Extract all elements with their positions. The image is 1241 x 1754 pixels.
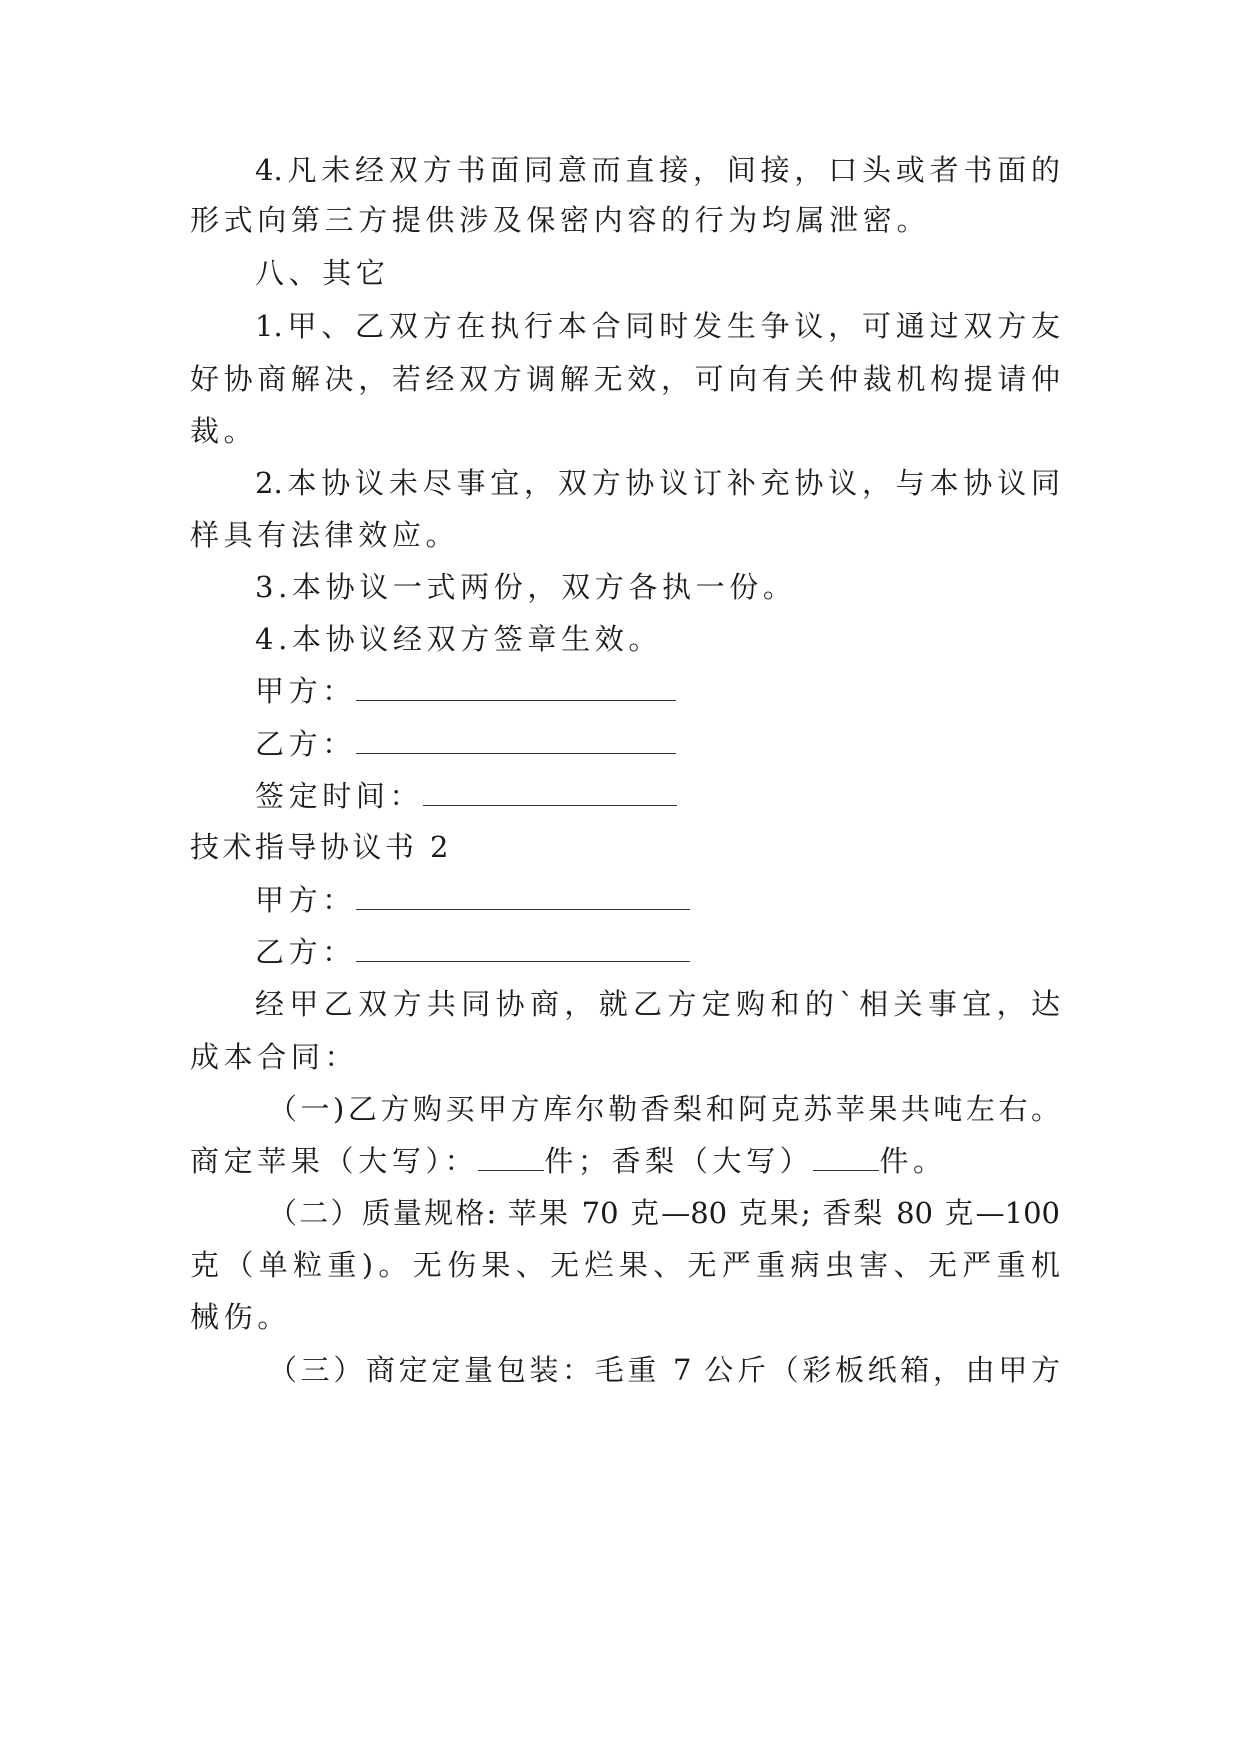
clause-8-1-line-3: 裁。 [190,414,258,448]
section-8-heading: 八、其它 [255,256,390,290]
party-b-signature-row [255,727,1125,761]
doc2-party-a-blank[interactable] [356,885,690,910]
term-2-line-2: 克（单粒重)。无伤果、无烂果、无严重病虫害、无严重机 [190,1248,1060,1282]
term-3-line-1: （三）商定定量包装：毛重 7 公斤（彩板纸箱，由甲方 [268,1353,1060,1387]
party-a-label: 甲方： [255,674,356,708]
party-b-blank[interactable] [356,729,676,754]
term-2-line-1: （二）质量规格: 苹果 70 克—80 克果; 香梨 80 克—100 [268,1196,1060,1230]
clause-7-4-line-1: 4.凡未经双方书面同意而直接，间接，口头或者书面的 [255,153,1060,187]
party-b-label: 乙方： [255,727,356,761]
apple-quantity-blank[interactable] [478,1146,544,1171]
clause-8-1-line-2: 好协商解决，若经双方调解无效，可向有关仲裁机构提请仲 [190,362,1060,396]
doc2-party-b-row [255,935,1125,969]
doc2-party-a-row [255,883,1125,917]
signing-date-label: 签定时间： [255,779,424,813]
doc2-party-b-blank[interactable] [356,937,690,962]
clause-8-2-line-2: 样具有法律效应。 [190,518,460,552]
party-a-signature-row [255,674,1125,708]
pieces-unit-label: 件。 [879,1144,947,1178]
clause-8-2-line-1: 2.本协议未尽事宜，双方协议订补充协议，与本协议同 [255,466,1060,500]
clause-8-1-line-1: 1.甲、乙双方在执行本合同时发生争议，可通过双方友 [255,309,1060,343]
document-2-title: 技术指导协议书 2 [190,830,452,864]
clause-8-4: 4.本协议经双方签章生效。 [255,622,662,656]
term-2-line-3: 械伤。 [190,1300,291,1334]
clause-7-4-line-2: 形式向第三方提供涉及保密内容的行为均属泄密。 [190,203,931,237]
preamble-line-2: 成本合同： [190,1040,359,1074]
pear-quantity-label: 件；香梨（大写） [544,1144,814,1178]
apple-quantity-label: 商定苹果（大写）： [190,1144,479,1178]
doc2-party-b-label: 乙方： [255,935,356,969]
term-1-line-2 [190,1144,1060,1178]
pear-quantity-blank[interactable] [813,1146,879,1171]
preamble-line-1: 经甲乙双方共同协商，就乙方定购和的`相关事宜，达 [255,987,1060,1021]
clause-8-3: 3.本协议一式两份，双方各执一份。 [255,570,797,604]
term-1-line-1: （一)乙方购买甲方库尔勒香梨和阿克苏苹果共吨左右。 [268,1092,1060,1126]
party-a-blank[interactable] [356,676,676,701]
signing-date-row [255,779,1125,813]
signing-date-blank[interactable] [423,781,677,806]
doc2-party-a-label: 甲方： [255,883,356,917]
